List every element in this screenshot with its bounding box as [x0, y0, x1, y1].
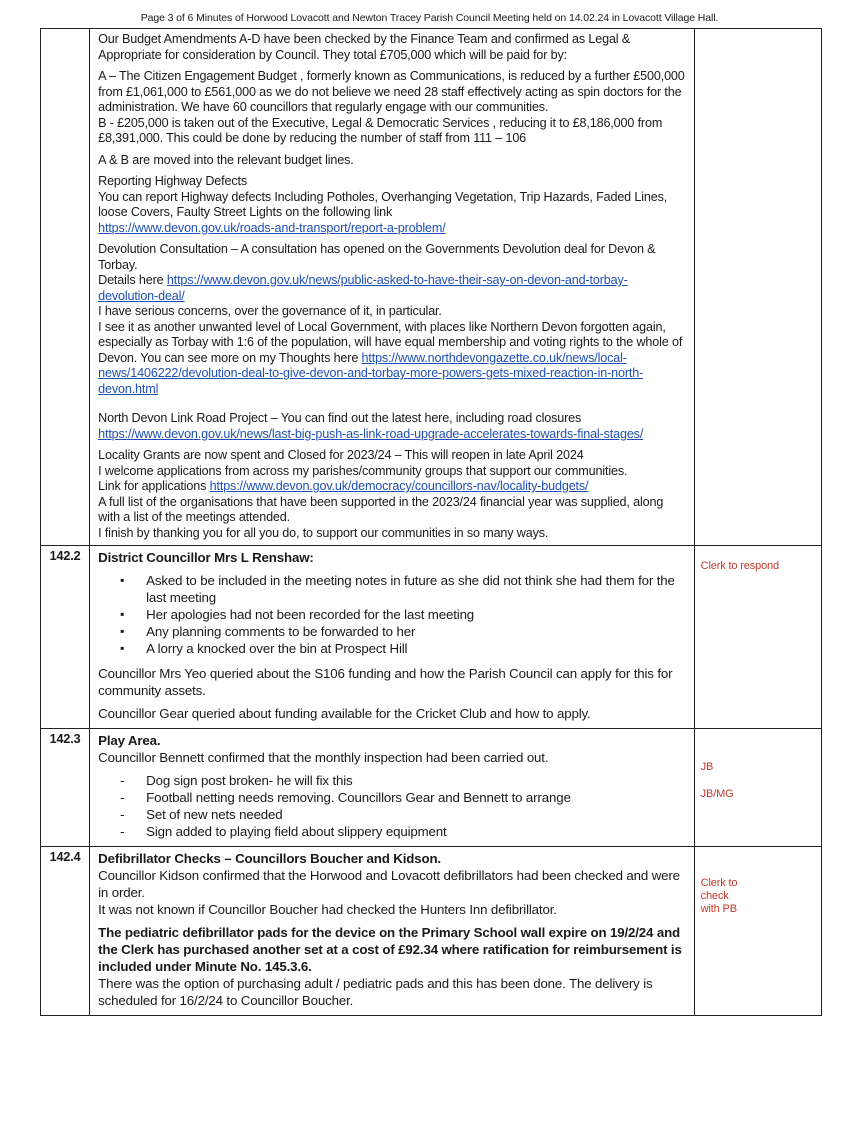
- highway-title: Reporting Highway Defects: [98, 174, 247, 188]
- paragraph: [98, 174, 686, 236]
- paragraph: [98, 242, 686, 397]
- minute-number-cell: [41, 29, 90, 546]
- minutes-table: [40, 28, 822, 1016]
- table-row: [41, 29, 822, 546]
- grants-text: Locality Grants are now spent and Closed for 2023/24 – This will reopen in late April 2024: [98, 448, 584, 462]
- district-councillor-cell: [90, 546, 695, 729]
- applications-text: I welcome applications from across my parishes/community groups that support our communities.: [98, 463, 628, 478]
- paragraph: A & B are moved into the relevant budget lines.: [98, 152, 354, 167]
- list-item: - Dog sign post broken- he will fix this: [146, 772, 686, 789]
- list-item: ▪ Any planning comments to be forwarded to her: [146, 623, 686, 640]
- pads-notice: The pediatric defibrillator pads for the device on the Primary School wall expire on 19/2/24 and the Clerk has purchased another set at a cost of £92.34 where ratification for reimbursement is included under Minute No. 145.3.6.: [98, 925, 682, 974]
- page-header: Page 3 of 6 Minutes of Horwood Lovacott and Newton Tracey Parish Council Meeting held on 14.02.24 in Lovacott Village Hall.: [140, 12, 719, 24]
- action-cell: [694, 29, 821, 546]
- minute-number: 142.4: [41, 847, 90, 1016]
- table-row: [41, 729, 822, 847]
- thoughts-text: I see it as another unwanted level of Local Government, with places like Northern Devon forgotten again, especially as Torbay with 1:6 of the population, will have equal membership and voting rights to the whole of Devon. You can see more on my Thoughts here: [98, 319, 683, 365]
- table-row: [41, 546, 822, 729]
- defibrillator-cell: [90, 847, 695, 1016]
- paragraph: [98, 448, 686, 541]
- paragraph: There was the option of purchasing adult / pediatric pads and this has been done. The delivery is scheduled for 16/2/24 to Councillor Boucher.: [98, 976, 653, 1008]
- minute-number: 142.3: [41, 729, 90, 847]
- budget-a-text: A – The Citizen Engagement Budget , formerly known as Communications, is reduced by a further £500,000 from £1,061,000 to £561,000 as we do not believe we need 28 staff effectively acting as spin doctors for the administration. We have 60 councillors that regularly engage with our communities.: [98, 69, 685, 114]
- list-item: ▪ A lorry a knocked over the bin at Prospect Hill: [146, 640, 686, 657]
- organisations-text: A full list of the organisations that have been supported in the 2023/24 financial year was supplied, along with a list of the meetings attended.: [98, 494, 664, 524]
- action-jb-mg: JB/MG: [700, 788, 734, 800]
- gazette-link[interactable]: https://www.northdevongazette.co.uk/news/local-news/1406222/devolution-deal-to-give-devon-and-torbay-more-powers-gets-mixed-reaction-in-north-devon.html: [98, 350, 644, 396]
- locality-budgets-link[interactable]: https://www.devon.gov.uk/democracy/councillors-nav/locality-budgets/: [209, 479, 589, 493]
- paragraph: Councillor Gear queried about funding available for the Cricket Club and how to apply.: [98, 706, 591, 721]
- action-cell: [694, 847, 821, 1016]
- paragraph: It was not known if Councillor Boucher had checked the Hunters Inn defibrillator.: [98, 902, 557, 917]
- concerns-text: I have serious concerns, over the governance of it, in particular.: [98, 304, 442, 318]
- highway-link[interactable]: https://www.devon.gov.uk/roads-and-transport/report-a-problem/: [98, 220, 446, 235]
- details-label: Details here: [98, 273, 167, 287]
- paragraph: Councillor Kidson confirmed that the Horwood and Lovacott defibrillators had been checked and were in order.: [98, 868, 680, 900]
- councillor-report-cell: [90, 29, 695, 546]
- devolution-link[interactable]: https://www.devon.gov.uk/news/public-asked-to-have-their-say-on-devon-and-torbay-devolution-deal/: [98, 273, 628, 303]
- play-area-cell: [90, 729, 695, 847]
- link-road-link[interactable]: https://www.devon.gov.uk/news/last-big-push-as-link-road-upgrade-accelerates-towards-final-stages/: [98, 426, 644, 441]
- minute-number: 142.2: [41, 546, 90, 729]
- list-item: - Football netting needs removing. Councillors Gear and Bennett to arrange: [146, 789, 686, 806]
- list-item: - Set of new nets needed: [146, 806, 686, 823]
- action-cell: [694, 729, 821, 847]
- section-title: Defibrillator Checks – Councillors Boucher and Kidson.: [98, 851, 441, 866]
- action-jb: JB: [700, 761, 714, 773]
- action-cell: Clerk to respond: [694, 546, 821, 729]
- bullet-list: [98, 572, 686, 657]
- paragraph: Councillor Mrs Yeo queried about the S106 funding and how the Parish Council can apply for this for community assets.: [98, 666, 673, 698]
- devolution-text: Devolution Consultation – A consultation has opened on the Governments Devolution deal for Devon & Torbay.: [98, 242, 656, 272]
- paragraph: [98, 411, 686, 442]
- list-item: ▪ Her apologies had not been recorded for the last meeting: [146, 606, 686, 623]
- link-road-text: North Devon Link Road Project – You can find out the latest here, including road closures: [98, 411, 582, 425]
- paragraph: Councillor Bennett confirmed that the monthly inspection had been carried out.: [98, 750, 549, 765]
- dash-list: [98, 772, 686, 840]
- section-title: Play Area.: [98, 733, 161, 748]
- list-item: ▪ Asked to be included in the meeting notes in future as she did not think she had them for the last meeting: [146, 572, 686, 606]
- action-clerk-check: Clerk to check with PB: [700, 877, 738, 915]
- applications-label: Link for applications: [98, 479, 210, 493]
- highway-text: You can report Highway defects Including Potholes, Overhanging Vegetation, Trip Hazards, Faded Lines, loose Covers, Faulty Street Lights on the following link: [98, 189, 668, 219]
- paragraph: [98, 69, 686, 147]
- table-row: [41, 847, 822, 1016]
- budget-b-text: B - £205,000 is taken out of the Executive, Legal & Democratic Services , reducing it to £8,186,000 from £8,391,000. This could be done by reducing the number of staff from 111 – 106: [98, 115, 663, 145]
- paragraph: Our Budget Amendments A-D have been checked by the Finance Team and confirmed as Legal & Appropriate for consideration by Council. They total £705,000 which will be paid for by:: [98, 32, 631, 62]
- list-item: - Sign added to playing field about slippery equipment: [146, 823, 686, 840]
- closing-text: I finish by thanking you for all you do, to support our communities in so many ways.: [98, 525, 549, 540]
- section-title: District Councillor Mrs L Renshaw:: [98, 550, 314, 565]
